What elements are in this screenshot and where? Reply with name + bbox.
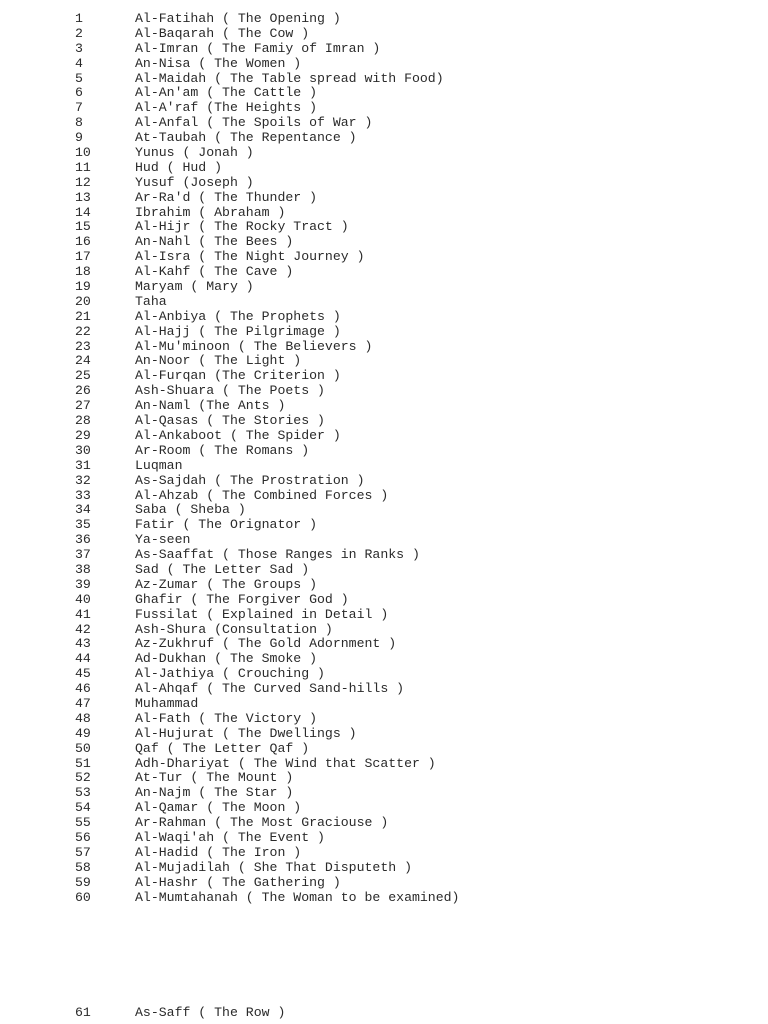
- surah-name: Ash-Shuara ( The Poets ): [135, 383, 325, 399]
- list-item: [0, 57, 768, 72]
- surah-number: 41: [75, 606, 91, 622]
- surah-number: 35: [75, 517, 91, 533]
- surah-name: Al-Mujadilah ( She That Disputeth ): [135, 859, 412, 875]
- surah-name: Muhammad: [135, 695, 199, 711]
- list-item: [0, 220, 768, 235]
- surah-name: Al-Jathiya ( Crouching ): [135, 666, 325, 682]
- surah-number: 4: [75, 55, 83, 71]
- surah-name: An-Nahl ( The Bees ): [135, 234, 294, 250]
- list-item: [0, 265, 768, 280]
- list-item: [0, 161, 768, 176]
- surah-number: 34: [75, 502, 91, 518]
- surah-number: 18: [75, 264, 91, 280]
- surah-name: Fatir ( The Orignator ): [135, 517, 318, 533]
- surah-number: 29: [75, 427, 91, 443]
- surah-number: 51: [75, 755, 91, 771]
- surah-number: 3: [75, 40, 83, 56]
- surah-number: 48: [75, 710, 91, 726]
- surah-number: 22: [75, 323, 91, 339]
- list-item: [0, 295, 768, 310]
- list-item: [0, 757, 768, 772]
- surah-name: An-Naml (The Ants ): [135, 398, 286, 414]
- list-item: [0, 652, 768, 667]
- surah-number: 33: [75, 487, 91, 503]
- surah-name: Al-Hadid ( The Iron ): [135, 844, 302, 860]
- list-item: [0, 176, 768, 191]
- surah-name: Qaf ( The Letter Qaf ): [135, 740, 310, 756]
- surah-name: Al-Isra ( The Night Journey ): [135, 249, 365, 265]
- surah-number: 19: [75, 279, 91, 295]
- surah-number: 13: [75, 189, 91, 205]
- surah-name: At-Tur ( The Mount ): [135, 770, 294, 786]
- surah-name: Ar-Room ( The Romans ): [135, 442, 310, 458]
- list-item: [0, 310, 768, 325]
- surah-number: 49: [75, 725, 91, 741]
- surah-name: An-Nisa ( The Women ): [135, 55, 302, 71]
- surah-number: 45: [75, 666, 91, 682]
- list-item: [0, 801, 768, 816]
- surah-name: Al-Fath ( The Victory ): [135, 710, 318, 726]
- list-item: [0, 876, 768, 891]
- surah-number: 56: [75, 829, 91, 845]
- list-item: [0, 623, 768, 638]
- surah-number: 21: [75, 308, 91, 324]
- surah-number: 9: [75, 130, 83, 146]
- surah-list: [0, 12, 768, 905]
- list-item: [0, 235, 768, 250]
- list-item: [0, 533, 768, 548]
- surah-number: 11: [75, 159, 91, 175]
- surah-number: 17: [75, 249, 91, 265]
- surah-number: 6: [75, 85, 83, 101]
- surah-name: Ash-Shura (Consultation ): [135, 621, 333, 637]
- surah-number: 31: [75, 457, 91, 473]
- list-item: [0, 27, 768, 42]
- surah-name: Al-Maidah ( The Table spread with Food): [135, 70, 444, 86]
- surah-name: Al-Ahqaf ( The Curved Sand-hills ): [135, 681, 405, 697]
- list-item: [0, 116, 768, 131]
- surah-name: Maryam ( Mary ): [135, 279, 254, 295]
- surah-name: Al-Hujurat ( The Dwellings ): [135, 725, 357, 741]
- surah-number: 36: [75, 532, 91, 548]
- surah-number: 38: [75, 561, 91, 577]
- surah-number: 58: [75, 859, 91, 875]
- surah-number: 2: [75, 25, 83, 41]
- surah-name: Al-Anbiya ( The Prophets ): [135, 308, 341, 324]
- surah-name: Ibrahim ( Abraham ): [135, 204, 286, 220]
- surah-name: Adh-Dhariyat ( The Wind that Scatter ): [135, 755, 436, 771]
- surah-name: Az-Zumar ( The Groups ): [135, 576, 318, 592]
- surah-name: An-Noor ( The Light ): [135, 353, 302, 369]
- list-item: [0, 72, 768, 87]
- surah-name: Al-Qasas ( The Stories ): [135, 413, 325, 429]
- surah-number: 43: [75, 636, 91, 652]
- surah-name: Al-Anfal ( The Spoils of War ): [135, 115, 373, 131]
- list-item: [0, 727, 768, 742]
- surah-name: Ar-Rahman ( The Most Graciouse ): [135, 815, 389, 831]
- surah-name: At-Taubah ( The Repentance ): [135, 130, 357, 146]
- surah-number: 28: [75, 413, 91, 429]
- list-item: [0, 816, 768, 831]
- surah-number: 46: [75, 681, 91, 697]
- list-item: [0, 846, 768, 861]
- surah-name: Az-Zukhruf ( The Gold Adornment ): [135, 636, 397, 652]
- surah-number: 37: [75, 547, 91, 563]
- list-item: [0, 86, 768, 101]
- surah-name: As-Saff ( The Row ): [135, 1005, 286, 1020]
- list-item: [0, 280, 768, 295]
- surah-number: 20: [75, 293, 91, 309]
- surah-number: 47: [75, 695, 91, 711]
- surah-name: Sad ( The Letter Sad ): [135, 561, 310, 577]
- surah-number: 30: [75, 442, 91, 458]
- surah-name: Yusuf (Joseph ): [135, 174, 254, 190]
- surah-name: Saba ( Sheba ): [135, 502, 246, 518]
- surah-number: 27: [75, 398, 91, 414]
- surah-name: Al-Imran ( The Famiy of Imran ): [135, 40, 381, 56]
- surah-number: 5: [75, 70, 83, 86]
- surah-number: 14: [75, 204, 91, 220]
- surah-name: As-Sajdah ( The Prostration ): [135, 472, 365, 488]
- list-item: [0, 474, 768, 489]
- list-item: [0, 742, 768, 757]
- list-item: [0, 444, 768, 459]
- list-item: [0, 563, 768, 578]
- list-item: [0, 682, 768, 697]
- surah-name: Al-Furqan (The Criterion ): [135, 368, 341, 384]
- surah-number: 8: [75, 115, 83, 131]
- list-item: [0, 1006, 768, 1021]
- surah-number: 50: [75, 740, 91, 756]
- surah-number: 54: [75, 800, 91, 816]
- surah-number: 7: [75, 100, 83, 116]
- list-item: [0, 354, 768, 369]
- surah-number: 23: [75, 338, 91, 354]
- surah-number: 55: [75, 815, 91, 831]
- surah-name: Al-Mu'minoon ( The Believers ): [135, 338, 373, 354]
- surah-name: Ya-seen: [135, 532, 191, 548]
- surah-number: 16: [75, 234, 91, 250]
- list-item: [0, 503, 768, 518]
- surah-number: 60: [75, 889, 91, 905]
- surah-number: 52: [75, 770, 91, 786]
- surah-number: 25: [75, 368, 91, 384]
- surah-number: 32: [75, 472, 91, 488]
- surah-name: Al-A'raf (The Heights ): [135, 100, 318, 116]
- list-item: [0, 637, 768, 652]
- list-item: [0, 325, 768, 340]
- list-item: [0, 459, 768, 474]
- surah-list-continued: [0, 1006, 768, 1021]
- list-item: [0, 697, 768, 712]
- surah-name: Al-Hijr ( The Rocky Tract ): [135, 219, 349, 235]
- surah-name: Ar-Ra'd ( The Thunder ): [135, 189, 318, 205]
- list-item: [0, 548, 768, 563]
- surah-name: Al-Baqarah ( The Cow ): [135, 25, 310, 41]
- surah-name: Ghafir ( The Forgiver God ): [135, 591, 349, 607]
- surah-name: Al-An'am ( The Cattle ): [135, 85, 318, 101]
- list-item: [0, 489, 768, 504]
- surah-number: 40: [75, 591, 91, 607]
- surah-number: 15: [75, 219, 91, 235]
- list-item: [0, 786, 768, 801]
- surah-number: 44: [75, 651, 91, 667]
- surah-name: Luqman: [135, 457, 183, 473]
- list-item: [0, 831, 768, 846]
- surah-number: 12: [75, 174, 91, 190]
- surah-name: Al-Kahf ( The Cave ): [135, 264, 294, 280]
- list-item: [0, 131, 768, 146]
- list-item: [0, 384, 768, 399]
- surah-number: 53: [75, 785, 91, 801]
- surah-number: 59: [75, 874, 91, 890]
- list-item: [0, 369, 768, 384]
- surah-name: Al-Ankaboot ( The Spider ): [135, 427, 341, 443]
- surah-number: 24: [75, 353, 91, 369]
- list-item: [0, 518, 768, 533]
- list-item: [0, 12, 768, 27]
- list-item: [0, 191, 768, 206]
- surah-name: Al-Waqi'ah ( The Event ): [135, 829, 325, 845]
- surah-number: 1: [75, 11, 83, 26]
- surah-name: Al-Hajj ( The Pilgrimage ): [135, 323, 341, 339]
- list-item: [0, 399, 768, 414]
- surah-number: 26: [75, 383, 91, 399]
- surah-number: 42: [75, 621, 91, 637]
- list-item: [0, 206, 768, 221]
- list-item: [0, 593, 768, 608]
- list-item: [0, 578, 768, 593]
- surah-name: Taha: [135, 293, 167, 309]
- list-item: [0, 429, 768, 444]
- surah-number: 57: [75, 844, 91, 860]
- surah-name: An-Najm ( The Star ): [135, 785, 294, 801]
- surah-name: Al-Hashr ( The Gathering ): [135, 874, 341, 890]
- surah-name: Al-Ahzab ( The Combined Forces ): [135, 487, 389, 503]
- surah-name: Ad-Dukhan ( The Smoke ): [135, 651, 318, 667]
- list-item: [0, 861, 768, 876]
- surah-name: Hud ( Hud ): [135, 159, 223, 175]
- list-item: [0, 667, 768, 682]
- list-item: [0, 891, 768, 906]
- surah-number: 39: [75, 576, 91, 592]
- surah-name: Al-Fatihah ( The Opening ): [135, 11, 341, 26]
- surah-number: 61: [75, 1005, 91, 1020]
- list-item: [0, 608, 768, 623]
- list-item: [0, 712, 768, 727]
- surah-name: Al-Mumtahanah ( The Woman to be examined): [135, 889, 460, 905]
- list-item: [0, 42, 768, 57]
- list-item: [0, 101, 768, 116]
- list-item: [0, 414, 768, 429]
- surah-name: Al-Qamar ( The Moon ): [135, 800, 302, 816]
- list-item: [0, 146, 768, 161]
- surah-name: As-Saaffat ( Those Ranges in Ranks ): [135, 547, 420, 563]
- list-item: [0, 340, 768, 355]
- surah-name: Fussilat ( Explained in Detail ): [135, 606, 389, 622]
- list-item: [0, 771, 768, 786]
- surah-name: Yunus ( Jonah ): [135, 145, 254, 161]
- list-item: [0, 250, 768, 265]
- surah-number: 10: [75, 145, 91, 161]
